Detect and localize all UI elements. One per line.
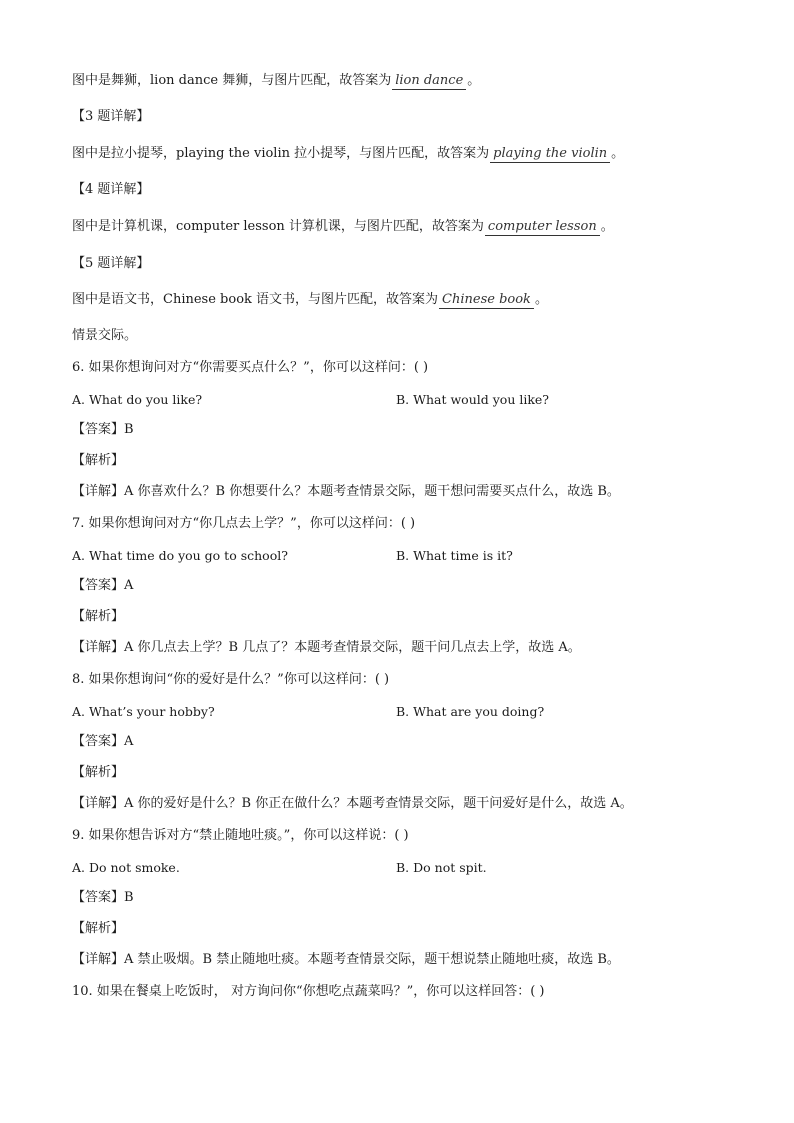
heading-q5-detail: 【5 题详解】: [72, 256, 150, 271]
period: 。: [467, 73, 481, 88]
question-8-answer: 【答案】A: [72, 734, 134, 749]
question-9-option-b: B. Do not spit.: [396, 860, 487, 875]
handwritten-answer: Chinese book: [439, 292, 534, 309]
answer-line-2: [72, 72, 480, 90]
handwritten-answer: computer lesson: [485, 219, 600, 236]
question-7-detail: 【详解】A 你几点去上学？B 几点了？本题考查情景交际，题干问几点去上学，故选 A。: [72, 640, 581, 655]
question-6-detail: 【详解】A 你喜欢什么？B 你想要什么？本题考查情景交际，题干想问需要买点什么，故选 B。: [72, 484, 620, 499]
question-7-answer: 【答案】A: [72, 578, 134, 593]
question-6-option-a: A. What do you like?: [72, 392, 203, 407]
period: 。: [534, 292, 548, 307]
explanation-text: 图中是计算机课，computer lesson 计算机课，与图片匹配，故答案为: [72, 219, 484, 234]
handwritten-answer: lion dance: [392, 73, 466, 90]
question-7-analysis-label: 【解析】: [72, 609, 125, 624]
heading-q4-detail: 【4 题详解】: [72, 182, 150, 197]
question-6-stem: 6. 如果你想询问对方“你需要买点什么？”，你可以这样问：( ): [72, 360, 429, 375]
handwritten-answer: playing the violin: [490, 146, 610, 163]
question-7-stem: 7. 如果你想询问对方“你几点去上学？”，你可以这样问：( ): [72, 516, 416, 531]
question-7-option-b: B. What time is it?: [396, 548, 513, 563]
question-10-stem: 10. 如果在餐桌上吃饭时， 对方询问你“你想吃点蔬菜吗？”，你可以这样回答：( ): [72, 984, 545, 999]
explanation-text: 图中是拉小提琴，playing the violin 拉小提琴，与图片匹配，故答案为: [72, 146, 490, 161]
question-9-detail: 【详解】A 禁止吸烟。B 禁止随地吐痰。本题考查情景交际，题干想说禁止随地吐痰，故选 B。: [72, 952, 620, 967]
question-8-detail: 【详解】A 你的爱好是什么？B 你正在做什么？本题考查情景交际，题干问爱好是什么，故选 A。: [72, 796, 633, 811]
question-6-analysis-label: 【解析】: [72, 453, 125, 468]
question-9-answer: 【答案】B: [72, 890, 134, 905]
answer-line-5: [72, 291, 548, 309]
question-6-option-b: B. What would you like?: [396, 392, 550, 407]
explanation-text: 图中是舞狮，lion dance 舞狮，与图片匹配，故答案为: [72, 73, 392, 88]
answer-line-3: [72, 145, 624, 163]
question-8-analysis-label: 【解析】: [72, 765, 125, 780]
period: 。: [600, 219, 614, 234]
heading-q3-detail: 【3 题详解】: [72, 109, 150, 124]
question-8-option-a: A. What’s your hobby?: [72, 704, 215, 719]
period: 。: [611, 146, 625, 161]
question-8-option-b: B. What are you doing?: [396, 704, 545, 719]
explanation-text: 图中是语文书，Chinese book 语文书，与图片匹配，故答案为: [72, 292, 439, 307]
question-9-analysis-label: 【解析】: [72, 921, 125, 936]
question-9-stem: 9. 如果你想告诉对方“禁止随地吐痰。”，你可以这样说：( ): [72, 828, 409, 843]
question-7-option-a: A. What time do you go to school?: [72, 548, 288, 563]
question-6-answer: 【答案】B: [72, 422, 134, 437]
answer-line-4: [72, 218, 614, 236]
question-8-stem: 8. 如果你想询问“你的爱好是什么？”你可以这样问：( ): [72, 672, 390, 687]
question-9-option-a: A. Do not smoke.: [72, 860, 180, 875]
section-title: 情景交际。: [72, 328, 138, 343]
